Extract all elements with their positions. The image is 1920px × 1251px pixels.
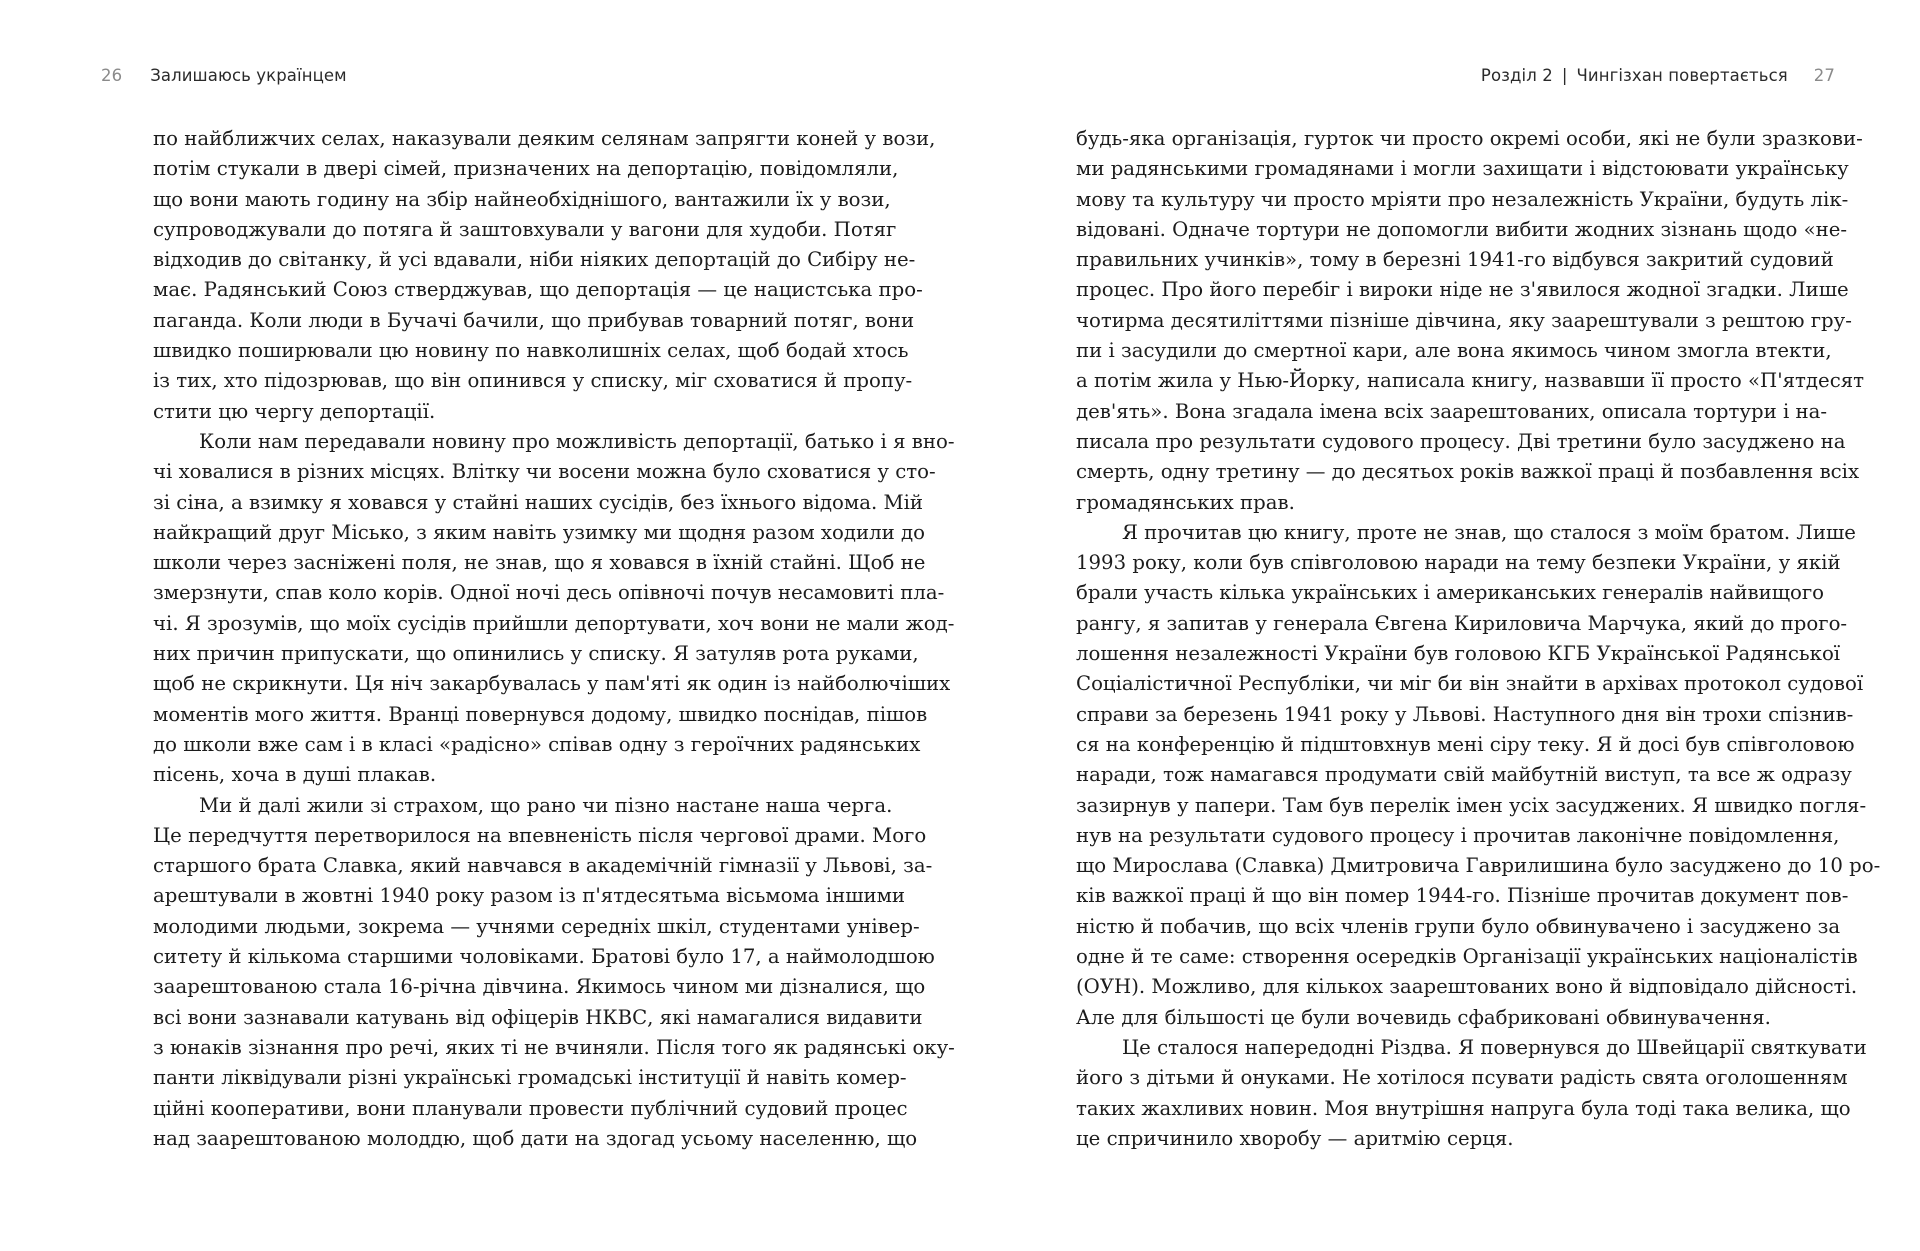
- text-line: потім стукали в двері сімей, призначених на депортацію, повідомляли,: [153, 157, 899, 181]
- left-running-title: Залишаюсь українцем: [150, 66, 347, 85]
- text-line: Ми й далі жили зі страхом, що рано чи пізно настане наша черга.: [199, 793, 893, 817]
- text-line: них причин припускати, що опинились у списку. Я затуляв рота руками,: [153, 642, 919, 666]
- text-line: арештували в жовтні 1940 року разом із п'ятдесятьма вісьмома іншими: [153, 884, 906, 908]
- text-line: чотирма десятиліттями пізніше дівчина, яку заарештували з рештою гру-: [1076, 308, 1852, 332]
- text-line: Я прочитав цю книгу, проте не знав, що сталося з моїм братом. Лише: [1122, 520, 1856, 544]
- text-line: ційні кооперативи, вони планували провести публічний судовий процес: [153, 1096, 908, 1120]
- text-line: з юнаків зізнання про речі, яких ті не вчиняли. Після того як радянські оку-: [153, 1035, 955, 1059]
- text-line: одне й те саме: створення осередків Організації українських націоналістів: [1076, 945, 1858, 969]
- text-line: правильних учинків», тому в березні 1941-го відбувся закритий судовий: [1076, 248, 1834, 272]
- text-line: школи через засніжені поля, не знав, що я ховався в їхній стайні. Щоб не: [153, 551, 926, 575]
- text-line: моментів мого життя. Вранці повернувся додому, швидко поснідав, пішов: [153, 702, 928, 726]
- text-line: над заарештованою молоддю, щоб дати на здогад усьому населенню, що: [153, 1126, 918, 1150]
- text-line: відходив до світанку, й усі вдавали, ніби ніяких депортацій до Сибіру не-: [153, 248, 916, 272]
- right-running-title: Чингізхан повертається: [1576, 66, 1788, 85]
- right-running-header: [1481, 66, 1835, 85]
- text-line: таких жахливих новин. Моя внутрішня напруга була тоді така велика, що: [1076, 1096, 1851, 1120]
- text-line: старшого брата Славка, який навчався в академічній гімназії у Львові, за-: [153, 854, 933, 878]
- right-page: [960, 0, 1920, 1251]
- text-line: будь-яка організація, гурток чи просто окремі особи, які не були зразкови-: [1076, 127, 1863, 150]
- left-body-text: [153, 124, 955, 1154]
- text-line: по найближчих селах, наказували деяким селянам запрягти коней у вози,: [153, 127, 936, 150]
- text-line: пи і засудили до смертної кари, але вона якимось чином змогла втекти,: [1076, 339, 1832, 363]
- text-line: справи за березень 1941 року у Львові. Наступного дня він трохи спізнив-: [1076, 702, 1854, 726]
- text-line: смерть, одну третину — до десятьох років важкої праці й позбавлення всіх: [1076, 460, 1860, 484]
- text-line: чі. Я зрозумів, що моїх сусідів прийшли депортувати, хоч вони не мали жод-: [153, 611, 955, 635]
- text-line: молодими людьми, зокрема — учнями середніх шкіл, студентами універ-: [153, 914, 920, 938]
- text-line: щоб не скрикнути. Ця ніч закарбувалась у пам'яті як один із найболючіших: [153, 672, 951, 696]
- text-line: Коли нам передавали новину про можливість депортації, батько і я вно-: [199, 429, 955, 453]
- text-line: нув на результати судового процесу і прочитав лаконічне повідомлення,: [1076, 823, 1840, 847]
- text-line: наради, тож намагався продумати свій майбутній виступ, та все ж одразу: [1076, 763, 1852, 787]
- text-line: процес. Про його перебіг і вироки ніде не з'явилося жодної згадки. Лише: [1076, 278, 1849, 302]
- right-body-text: [1076, 124, 1881, 1154]
- text-line: заарештованою стала 16-річна дівчина. Якимось чином ми дізналися, що: [153, 975, 926, 999]
- text-line: що вони мають годину на збір найнеобхіднішого, вантажили їх у вози,: [153, 187, 891, 211]
- text-line: його з дітьми й онуками. Не хотілося псувати радість свята оголошенням: [1076, 1066, 1848, 1090]
- right-header-separator: |: [1561, 66, 1568, 85]
- text-line: громадянських прав.: [1076, 490, 1295, 514]
- text-line: Але для більшості це були вочевидь сфабриковані обвинувачення.: [1076, 1005, 1771, 1029]
- text-line: Це сталося напередодні Різдва. Я повернувся до Швейцарії святкувати: [1122, 1035, 1867, 1059]
- left-page-number: 26: [101, 66, 123, 85]
- left-running-header: [101, 66, 347, 85]
- text-line: чі ховалися в різних місцях. Влітку чи восени можна було сховатися у сто-: [153, 460, 936, 484]
- text-line: а потім жила у Нью-Йорку, написала книгу, назвавши її просто «П'ятдесят: [1076, 369, 1865, 393]
- text-line: зі сіна, а взимку я ховався у стайні наших сусідів, без їхнього відома. Мій: [153, 490, 924, 514]
- text-line: відовані. Одначе тортури не допомогли вибити жодних зізнань щодо «не-: [1076, 217, 1848, 241]
- text-line: рангу, я запитав у генерала Євгена Кириловича Марчука, який до прого-: [1076, 611, 1848, 635]
- text-line: це спричинило хворобу — аритмію серця.: [1076, 1126, 1514, 1150]
- text-line: стити цю чергу депортації.: [153, 399, 436, 423]
- text-line: ситету й кількома старшими чоловіками. Братові було 17, а наймолодшою: [153, 945, 935, 969]
- text-line: Це передчуття перетворилося на впевненість після чергової драми. Мого: [153, 823, 927, 847]
- text-line: із тих, хто підозрював, що він опинився у списку, міг сховатися й пропу-: [153, 369, 913, 393]
- text-line: ків важкої праці й що він помер 1944-го. Пізніше прочитав документ пов-: [1076, 884, 1849, 908]
- text-line: ми радянськими громадянами і могли захищати і відстоювати українську: [1076, 157, 1849, 181]
- text-line: панти ліквідували різні українські громадські інституції й навіть комер-: [153, 1066, 907, 1090]
- text-line: швидко поширювали цю новину по навколишніх селах, щоб бодай хтось: [153, 339, 909, 363]
- text-line: Соціалістичної Республіки, чи міг би він знайти в архівах протокол судової: [1076, 672, 1864, 696]
- text-line: брали участь кілька українських і американських генералів найвищого: [1076, 581, 1825, 605]
- text-line: всі вони зазнавали катувань від офіцерів НКВС, які намагалися видавити: [153, 1005, 923, 1029]
- text-line: зазирнув у папери. Там був перелік імен усіх засуджених. Я швидко погля-: [1076, 793, 1867, 817]
- text-line: найкращий друг Місько, з яким навіть узимку ми щодня разом ходили до: [153, 520, 925, 544]
- text-line: ністю й побачив, що всіх членів групи було обвинувачено і засуджено за: [1076, 914, 1841, 938]
- text-line: паганда. Коли люди в Бучачі бачили, що прибував товарний потяг, вони: [153, 308, 915, 332]
- text-line: писала про результати судового процесу. Дві третини було засуджено на: [1076, 429, 1846, 453]
- text-line: змерзнути, спав коло корів. Одної ночі десь опівночі почув несамовиті пла-: [153, 581, 945, 605]
- text-line: супроводжували до потяга й заштовхували у вагони для худоби. Потяг: [153, 217, 897, 241]
- text-line: ся на конференцію й підштовхнув мені сіру теку. Я й досі був співголовою: [1076, 732, 1855, 756]
- text-line: має. Радянський Союз стверджував, що депортація — це нацистська про-: [153, 278, 923, 302]
- text-line: дев'ять». Вона згадала імена всіх заарештованих, описала тортури і на-: [1076, 399, 1828, 423]
- text-line: лошення незалежності України був головою КГБ Української Радянської: [1076, 642, 1841, 666]
- text-line: 1993 року, коли був співголовою наради на тему безпеки України, у якій: [1076, 551, 1841, 575]
- right-page-number: 27: [1813, 66, 1835, 85]
- text-line: пісень, хоча в душі плакав.: [153, 763, 437, 787]
- text-line: мову та культуру чи просто мріяти про незалежність України, будуть лік-: [1076, 187, 1849, 211]
- right-chapter-label: Розділ 2: [1480, 66, 1553, 85]
- text-line: що Мирослава (Славка) Дмитровича Гаврилишина було засуджено до 10 ро-: [1076, 854, 1881, 878]
- text-line: (ОУН). Можливо, для кількох заарештованих воно й відповідало дійсності.: [1076, 975, 1858, 999]
- text-line: до школи вже сам і в класі «радісно» співав одну з героїчних радянських: [153, 732, 921, 756]
